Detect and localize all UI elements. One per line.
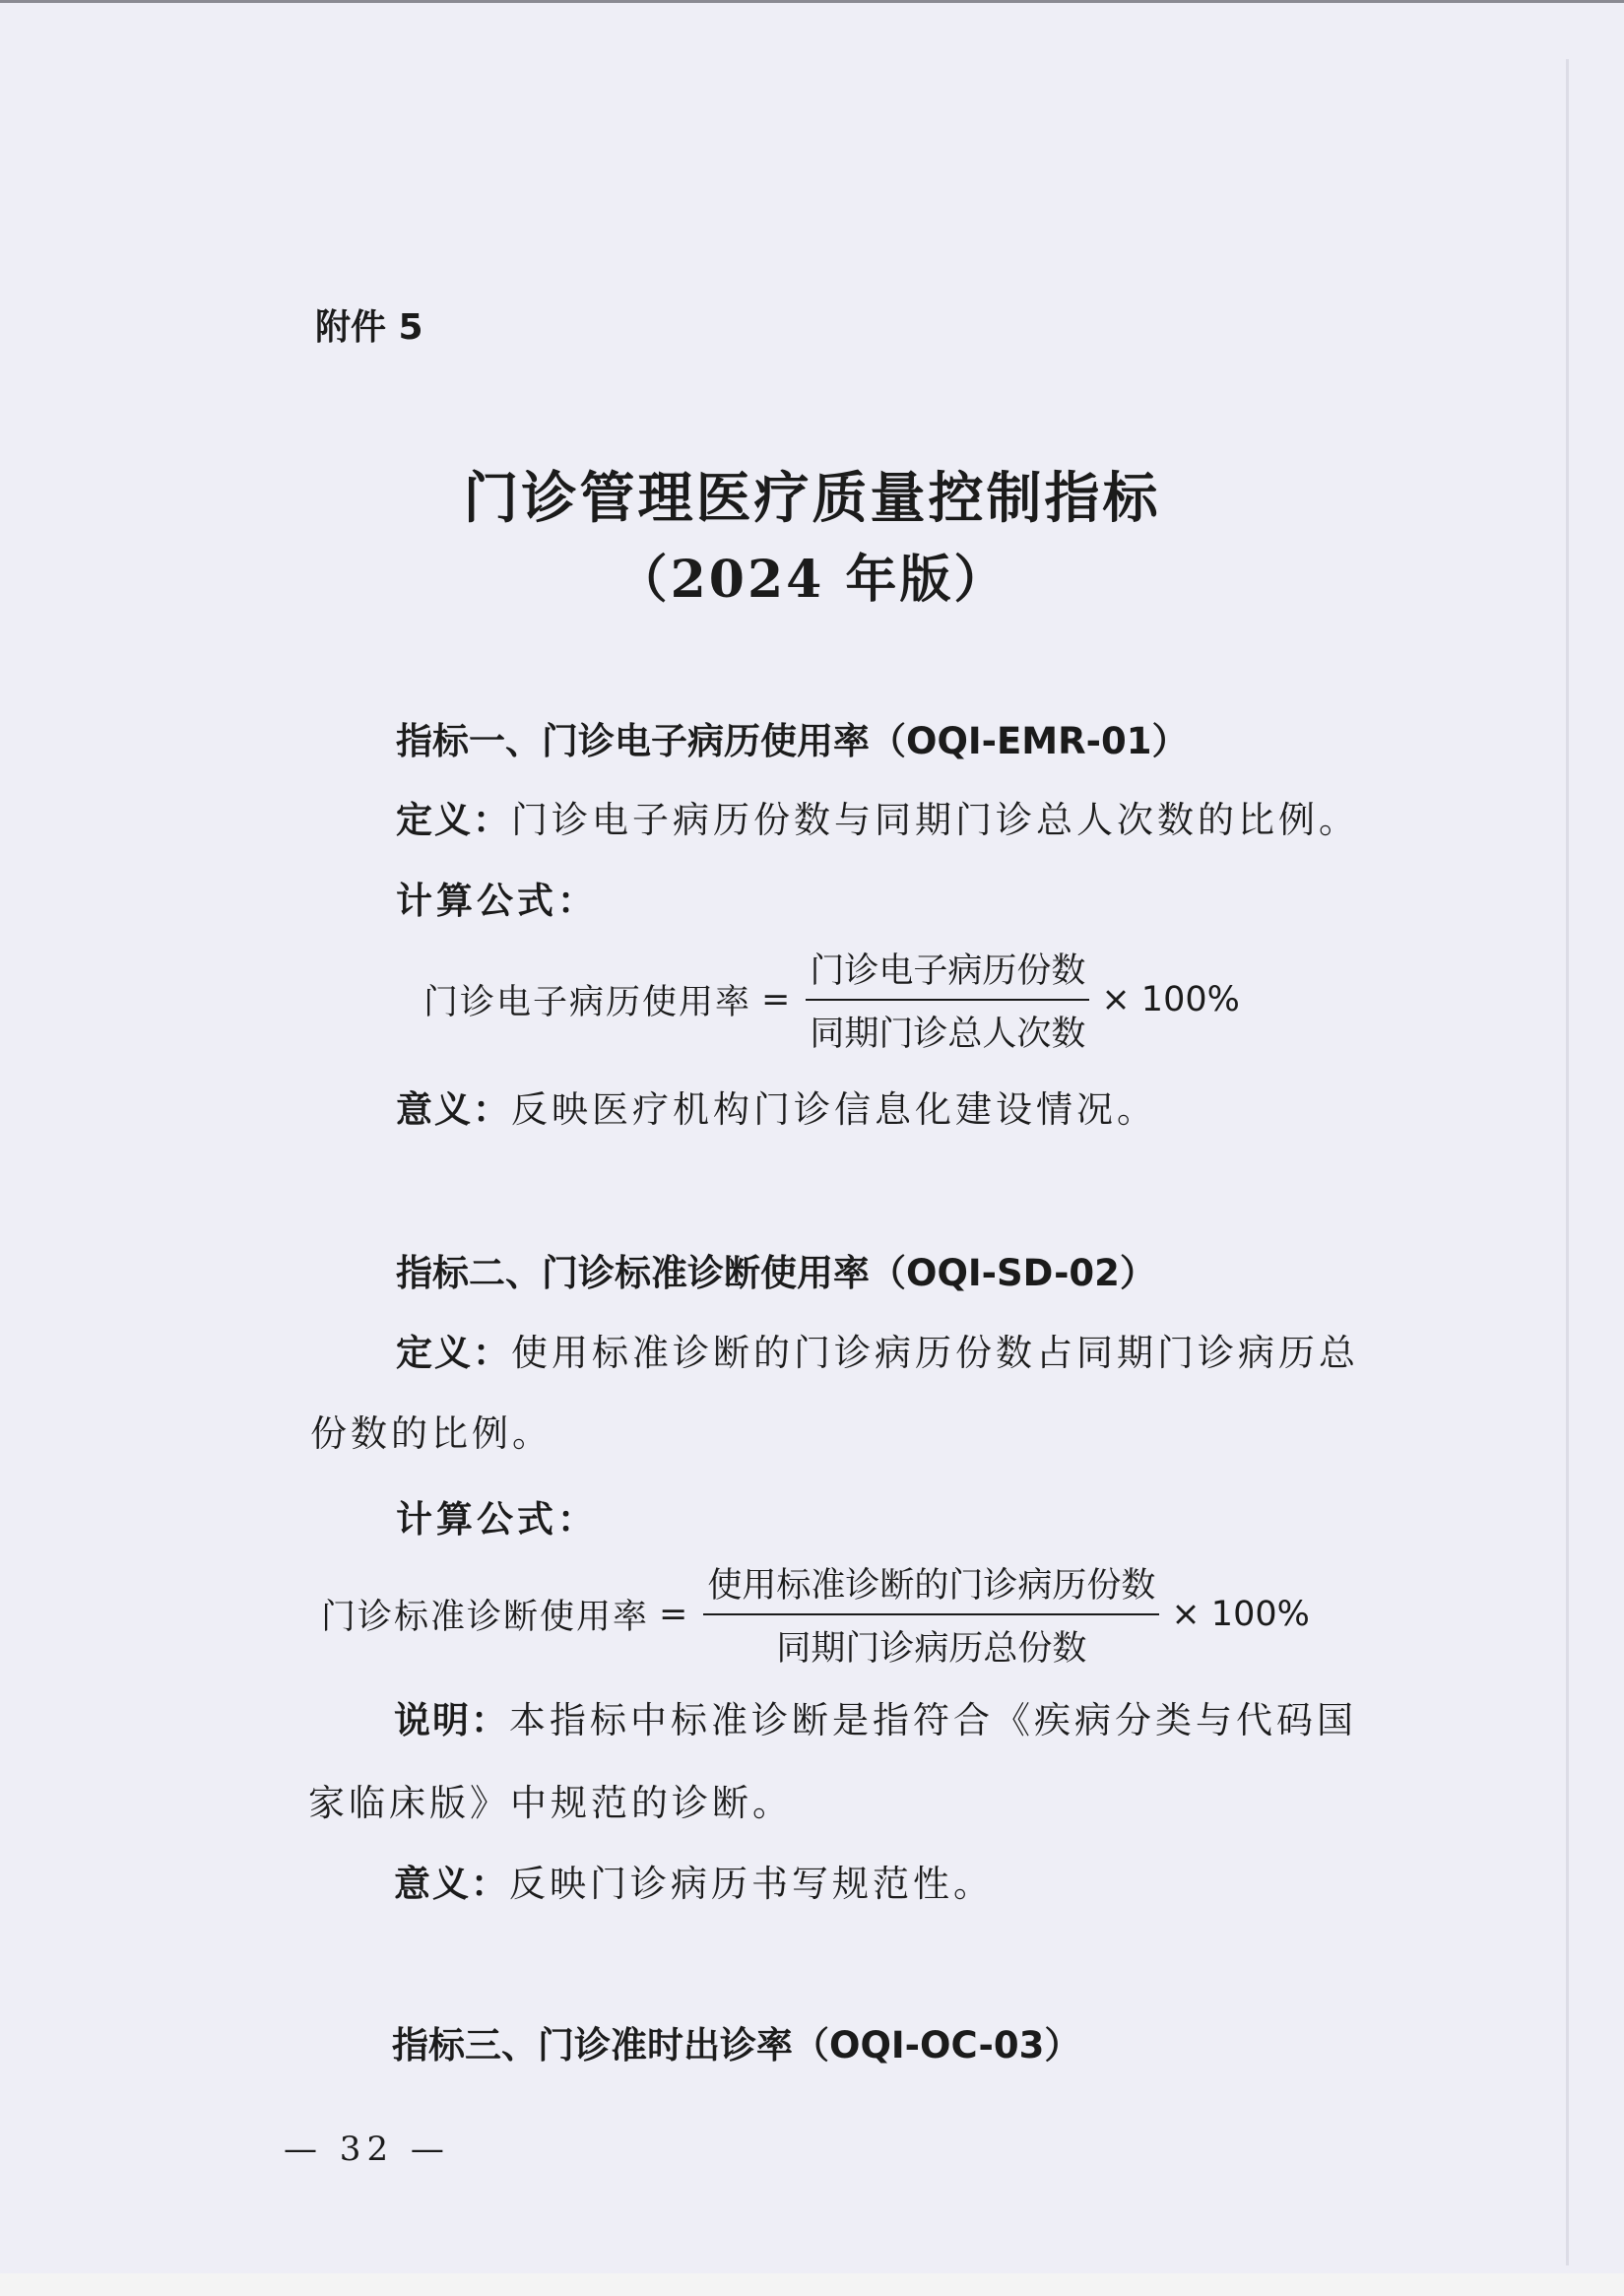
document-title: 门诊管理医疗质量控制指标 (463, 466, 1161, 531)
definition-text: 使用标准诊断的门诊病历份数占同期门诊病历总 (511, 1332, 1359, 1374)
formula-multiplier: × 100% (1171, 1595, 1310, 1634)
indicator-1-heading: 指标一、门诊电子病历使用率（OQI-EMR-01） (396, 720, 1189, 762)
formula-denominator: 同期门诊病历总份数 (776, 1629, 1087, 1669)
formula-numerator: 使用标准诊断的门诊病历份数 (703, 1558, 1159, 1615)
indicator-2-definition-cont: 份数的比例。 (310, 1412, 552, 1455)
note-label: 说明： (394, 1698, 509, 1741)
indicator-1-calc-label: 计算公式： (396, 879, 598, 922)
formula-multiplier: × 100% (1101, 980, 1240, 1019)
indicator-2-note (394, 1690, 1357, 1743)
note-text: 本指标中标准诊断是指符合《疾病分类与代码国 (509, 1699, 1357, 1741)
formula-lhs: 门诊标准诊断使用率 (321, 1598, 650, 1637)
formula-equals: = (659, 1595, 688, 1634)
scan-edge-top (0, 0, 1624, 3)
meaning-text: 反映医疗机构门诊信息化建设情况。 (511, 1088, 1157, 1131)
formula-numerator: 门诊电子病历份数 (806, 944, 1089, 1001)
meaning-label: 意义： (394, 1862, 509, 1905)
formula-denominator: 同期门诊总人次数 (810, 1015, 1086, 1054)
scan-edge-right (1566, 59, 1569, 2265)
formula-equals: = (761, 980, 791, 1019)
definition-text: 门诊电子病历份数与同期门诊总人次数的比例。 (511, 799, 1359, 841)
indicator-2-note-cont: 家临床版》中规范的诊断。 (308, 1782, 793, 1824)
formula-lhs: 门诊电子病历使用率 (423, 983, 752, 1022)
document-title-year: （2024 年版） (616, 550, 1008, 610)
indicator-2-formula (321, 1558, 1310, 1671)
indicator-2-meaning (394, 1854, 994, 1907)
indicator-3-heading: 指标三、门诊准时出诊率（OQI-OC-03） (392, 2024, 1081, 2066)
formula-fraction (703, 1558, 1159, 1671)
page-number: — 32 — (284, 2130, 450, 2169)
indicator-2-heading: 指标二、门诊标准诊断使用率（OQI-SD-02） (396, 1252, 1156, 1294)
indicator-2-definition (396, 1323, 1359, 1376)
definition-label: 定义： (396, 1331, 511, 1374)
indicator-1-formula (423, 944, 1240, 1056)
scan-edge-bottom (0, 2273, 1624, 2296)
definition-label: 定义： (396, 798, 511, 841)
meaning-text: 反映门诊病历书写规范性。 (509, 1863, 994, 1905)
indicator-2-calc-label: 计算公式： (396, 1497, 598, 1541)
indicator-1-definition (396, 790, 1359, 843)
formula-fraction (806, 944, 1089, 1056)
attachment-label: 附件 5 (315, 307, 423, 348)
indicator-1-meaning (396, 1080, 1157, 1133)
meaning-label: 意义： (396, 1087, 511, 1131)
